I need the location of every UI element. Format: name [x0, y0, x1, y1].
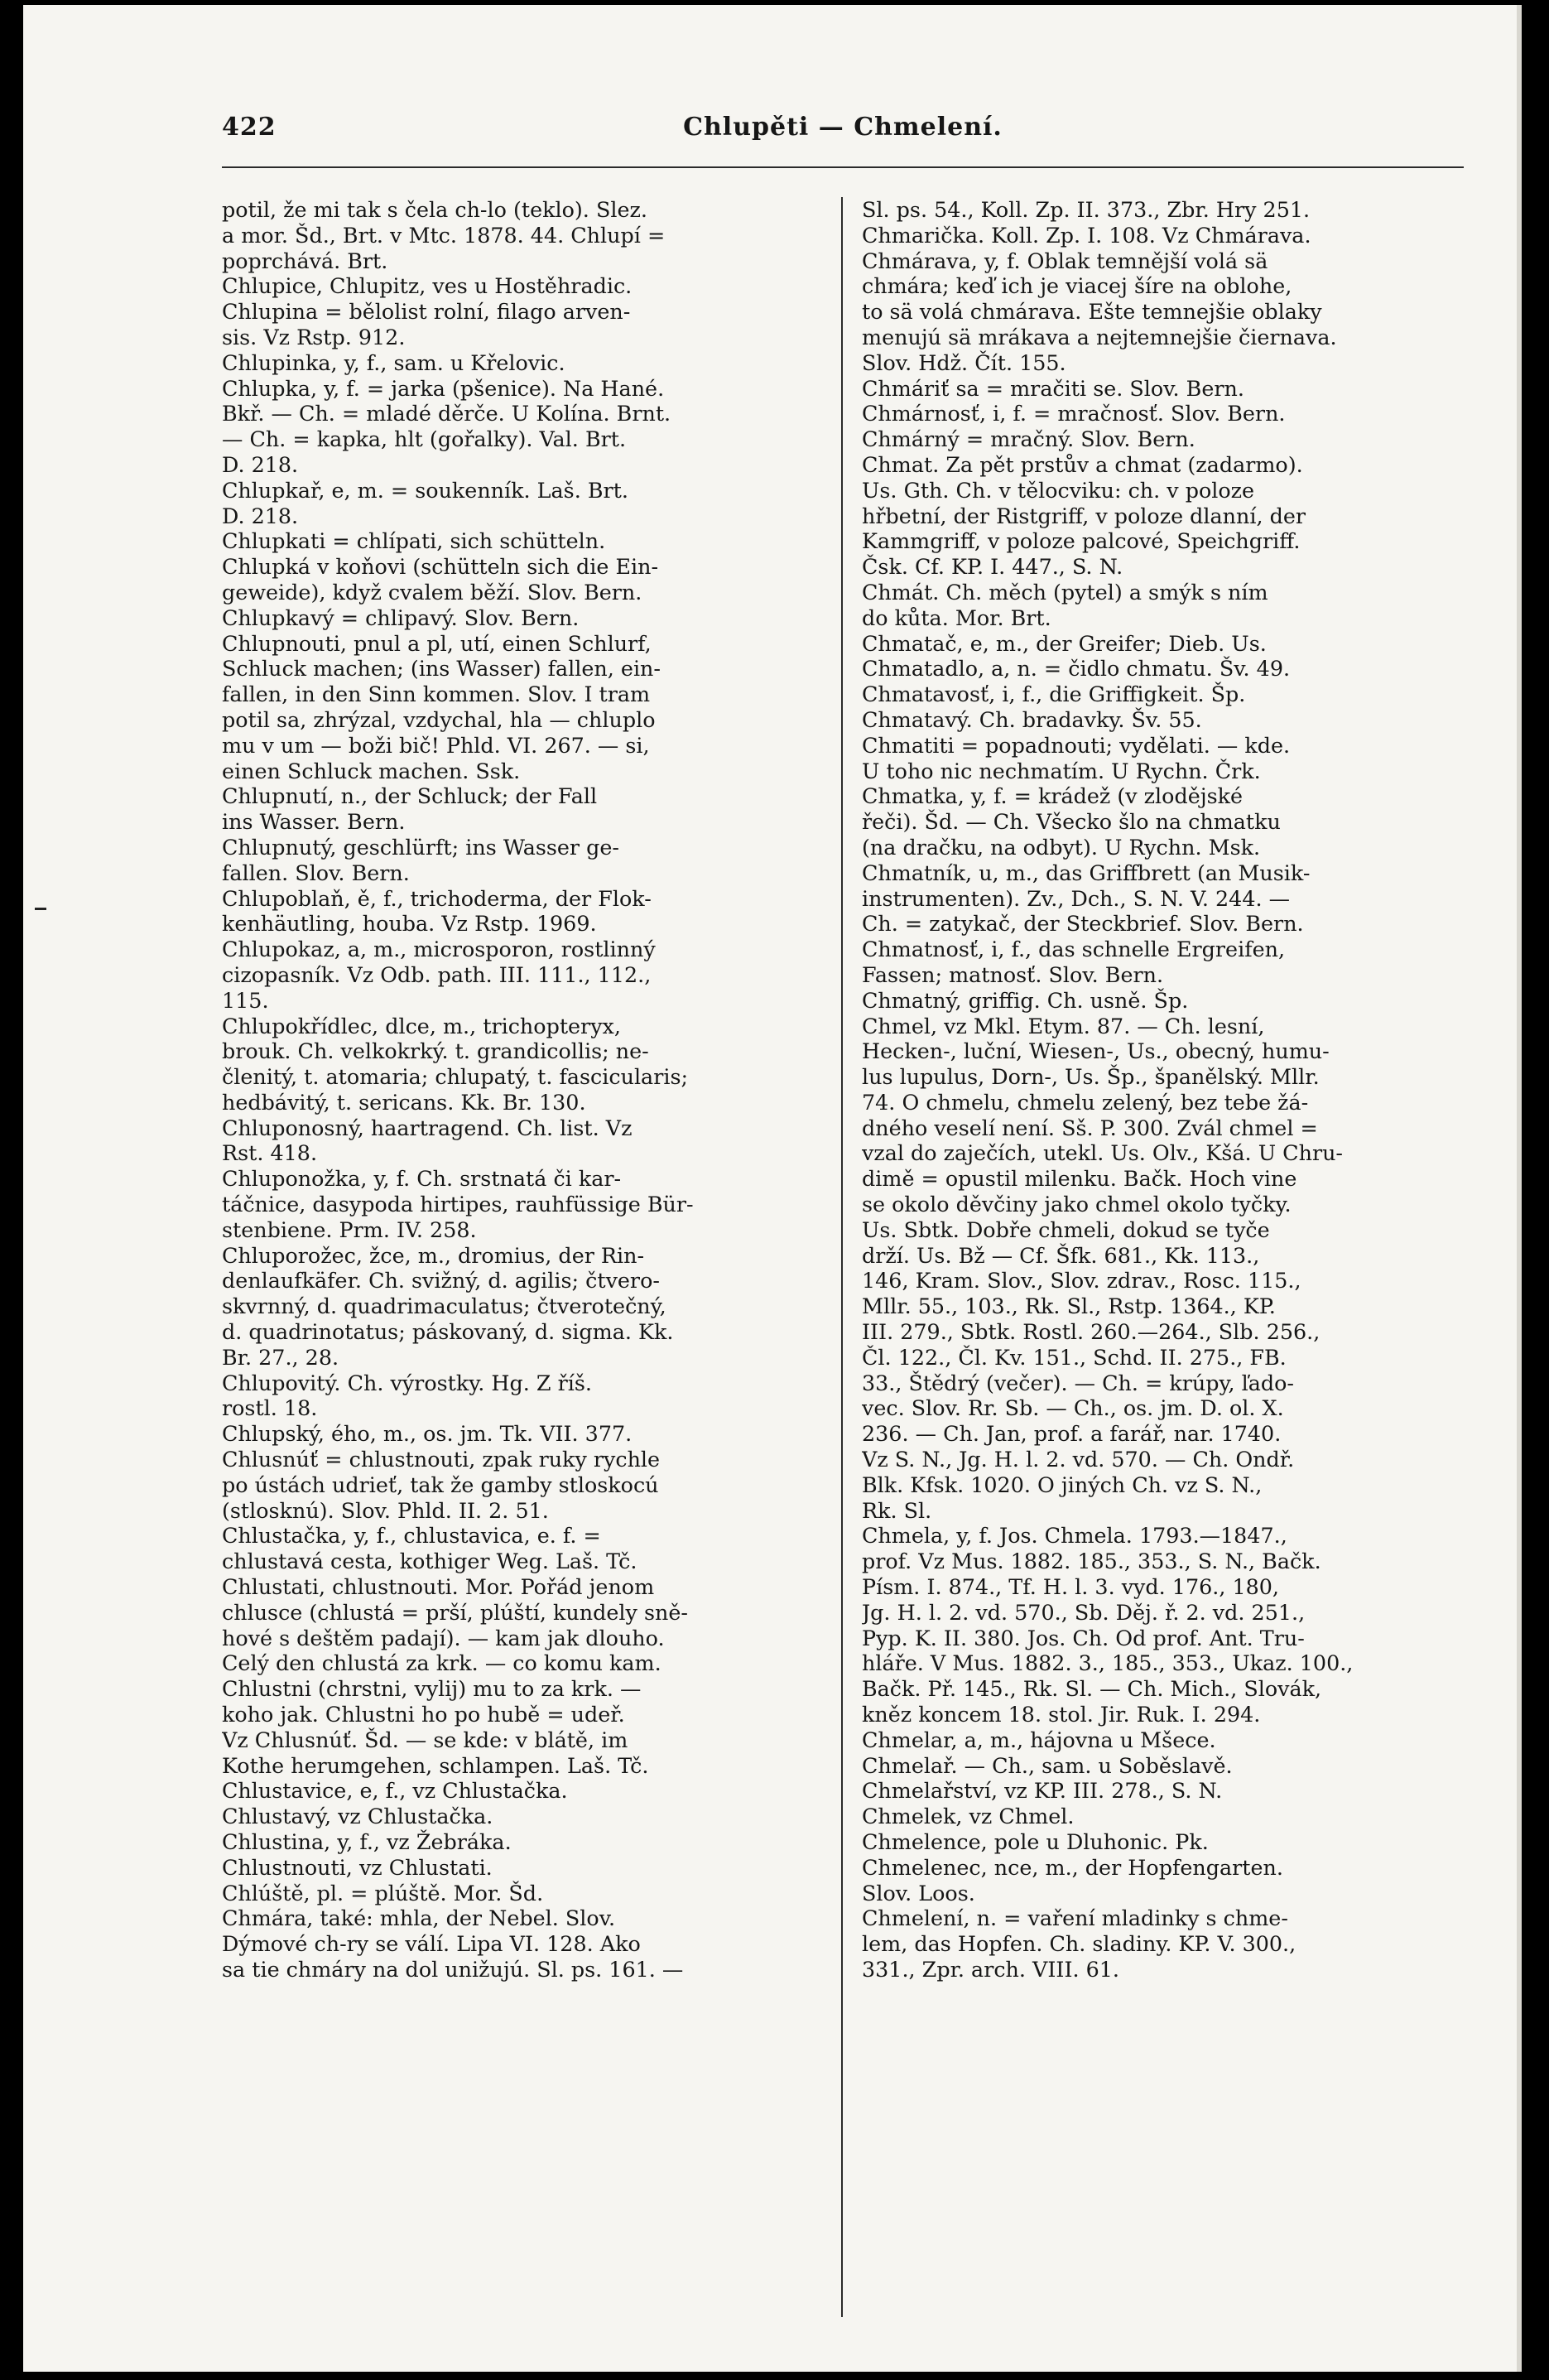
entry-line: Chmatník, u, m., das Griffbrett (an Musik-: [862, 860, 1311, 885]
entry-line: Chlupice, Chlupitz, ves u Hostěhradic.: [222, 273, 633, 299]
page-edge: [1517, 5, 1522, 2372]
entry-line: Čsk. Cf. KP. I. 447., S. N.: [862, 554, 1123, 580]
entry-line: skvrnný, d. quadrimaculatus; čtverotečný,: [222, 1294, 666, 1319]
entry-line: — Ch. = kapka, hlt (gořalky). Val. Brt.: [222, 426, 627, 452]
entry-line: Chlupkati = chlípati, sich schütteln.: [222, 528, 606, 554]
entry-line: Chmelar, a, m., hájovna u Mšece.: [862, 1727, 1216, 1752]
entry-line: d. quadrinotatus; páskovaný, d. sigma. Kk.: [222, 1319, 674, 1345]
entry-line: Chmárava, y, f. Oblak temnější volá sä: [862, 248, 1268, 273]
entry-line: hřbetní, der Ristgriff, v poloze dlanní, der: [862, 503, 1306, 528]
entry-line: dného veselí není. Sš. P. 300. Zvál chmel =: [862, 1115, 1318, 1140]
entry-line: Chlupká v koňovi (schütteln sich die Ein-: [222, 554, 659, 580]
entry-line: Chmatiti = popadnouti; vydělati. — kde.: [862, 732, 1291, 758]
entry-line: fallen, in den Sinn kommen. Slov. I tram: [222, 682, 651, 707]
entry-line: (stlosknú). Slov. Phld. II. 2. 51.: [222, 1497, 549, 1523]
entry-line: (na dračku, na odbyt). U Rychn. Msk.: [862, 834, 1261, 860]
entry-line: Us. Sbtk. Dobře chmeli, dokud se tyče: [862, 1216, 1270, 1242]
running-header: [222, 113, 1464, 149]
entry-line: Chmáriť sa = mračiti se. Slov. Bern.: [862, 375, 1244, 401]
right-column: [862, 197, 1456, 1983]
entry-line: Bačk. Př. 145., Rk. Sl. — Ch. Mich., Slovák,: [862, 1676, 1322, 1702]
entry-line: Chlustati, chlustnouti. Mor. Pořád jenom: [222, 1574, 655, 1600]
entry-line: Chmatač, e, m., der Greifer; Dieb. Us.: [862, 630, 1267, 656]
entry-line: chmára; keď ich je viacej šíre na oblohe,: [862, 273, 1292, 299]
entry-line: Chlustni (chrstni, vylij) mu to za krk. —: [222, 1676, 642, 1702]
entry-line: Chlupovitý. Ch. výrostky. Hg. Z říš.: [222, 1370, 592, 1395]
entry-line: hláře. V Mus. 1882. 3., 185., 353., Ukaz. 100.,: [862, 1650, 1354, 1676]
entry-line: lem, das Hopfen. Ch. sladiny. KP. V. 300.,: [862, 1931, 1296, 1957]
entry-line: Chlustavice, e, f., vz Chlustačka.: [222, 1778, 568, 1804]
entry-line: Chlupkavý = chlipavý. Slov. Bern.: [222, 605, 580, 630]
entry-line: Blk. Kfsk. 1020. O jiných Ch. vz S. N.,: [862, 1472, 1263, 1497]
entry-line: Vz S. N., Jg. H. l. 2. vd. 570. — Ch. Ondř.: [862, 1447, 1295, 1472]
entry-line: Rst. 418.: [222, 1140, 318, 1166]
entry-line: Chlupka, y, f. = jarka (pšenice). Na Hané.: [222, 375, 665, 401]
entry-line: Chlustačka, y, f., chlustavica, e. f. =: [222, 1523, 601, 1549]
entry-line: sa tie chmáry na dol unižujú. Sl. ps. 161. —: [222, 1956, 684, 1982]
entry-line: 331., Zpr. arch. VIII. 61.: [862, 1956, 1119, 1982]
entry-line: Chmelence, pole u Dluhonic. Pk.: [862, 1829, 1209, 1854]
entry-line: potil sa, zhrýzal, vzdychal, hla — chluplo: [222, 706, 656, 732]
entry-line: hedbávitý, t. sericans. Kk. Br. 130.: [222, 1089, 586, 1115]
entry-line: instrumenten). Zv., Dch., S. N. V. 244. —: [862, 885, 1291, 911]
entry-line: Chlupnutí, n., der Schluck; der Fall: [222, 783, 598, 809]
entry-line: Kothe herumgehen, schlampen. Laš. Tč.: [222, 1752, 649, 1778]
entry-line: einen Schluck machen. Ssk.: [222, 758, 521, 783]
entry-line: 115.: [222, 987, 269, 1013]
entry-line: Chlupokaz, a, m., microsporon, rostlinný: [222, 937, 656, 962]
entry-line: Fassen; matnosť. Slov. Bern.: [862, 961, 1164, 987]
entry-line: Chlustavý, vz Chlustačka.: [222, 1804, 493, 1829]
entry-line: Písm. I. 874., Tf. H. l. 3. vyd. 176., 180,: [862, 1574, 1280, 1600]
entry-line: Chlúště, pl. = plúště. Mor. Šd.: [222, 1880, 544, 1905]
entry-line: brouk. Ch. velkokrký. t. grandicollis; ne-: [222, 1038, 649, 1064]
entry-line: III. 279., Sbtk. Rostl. 260.—264., Slb. 256.,: [862, 1319, 1320, 1345]
entry-line: 74. O chmelu, chmelu zelený, bez tebe žá-: [862, 1089, 1309, 1115]
entry-line: kenhäutling, houba. Vz Rstp. 1969.: [222, 911, 597, 937]
entry-line: Mllr. 55., 103., Rk. Sl., Rstp. 1364., KP.: [862, 1294, 1276, 1319]
entry-line: Kammgriff, v poloze palcové, Speichgriff.: [862, 528, 1301, 554]
entry-line: Chmat. Za pět prstův a chmat (zadarmo).: [862, 451, 1303, 477]
entry-line: Us. Gth. Ch. v tělocviku: ch. v poloze: [862, 477, 1255, 503]
entry-line: mu v um — boži bič! Phld. VI. 267. — si,: [222, 732, 650, 758]
entry-line: denlaufkäfer. Ch. svižný, d. agilis; čtvero-: [222, 1268, 660, 1294]
entry-line: lus lupulus, Dorn-, Us. Šp., španělský. Mllr.: [862, 1064, 1320, 1090]
entry-line: Chlusnúť = chlustnouti, zpak ruky rychle: [222, 1447, 661, 1472]
entry-line: Chlupkař, e, m. = soukenník. Laš. Brt.: [222, 477, 628, 503]
entry-line: Chlustina, y, f., vz Žebráka.: [222, 1829, 512, 1854]
entry-line: Slov. Loos.: [862, 1880, 975, 1905]
entry-line: Chmelař. — Ch., sam. u Soběslavě.: [862, 1752, 1233, 1778]
entry-line: Pyp. K. II. 380. Jos. Ch. Od prof. Ant. Tru-: [862, 1625, 1305, 1650]
entry-line: to sä volá chmárava. Ešte temnejšie oblaky: [862, 299, 1322, 325]
entry-line: dimě = opustil milenku. Bačk. Hoch vine: [862, 1166, 1297, 1192]
entry-line: Chmatadlo, a, n. = čidlo chmatu. Šv. 49.: [862, 656, 1291, 682]
entry-line: Jg. H. l. 2. vd. 570., Sb. Děj. ř. 2. vd. 251.,: [862, 1599, 1306, 1625]
entry-line: Čl. 122., Čl. Kv. 151., Schd. II. 275., FB.: [862, 1344, 1287, 1370]
entry-line: menujú sä mrákava a nejtemnejšie čiernava.: [862, 324, 1337, 349]
entry-line: táčnice, dasypoda hirtipes, rauhfüssige Bür-: [222, 1192, 694, 1217]
entry-line: sis. Vz Rstp. 912.: [222, 324, 406, 349]
entry-line: D. 218.: [222, 503, 299, 528]
entry-line: Chmela, y, f. Jos. Chmela. 1793.—1847.,: [862, 1523, 1287, 1549]
entry-line: do kůta. Mor. Brt.: [862, 605, 1051, 630]
margin-mark: [35, 908, 46, 910]
entry-line: kněz koncem 18. stol. Jir. Ruk. I. 294.: [862, 1702, 1261, 1727]
entry-line: rostl. 18.: [222, 1395, 318, 1421]
entry-line: Chlupoblaň, ě, f., trichoderma, der Flok-: [222, 885, 652, 911]
entry-line: potil, že mi tak s čela ch-lo (teklo). Slez.: [222, 197, 647, 222]
entry-line: a mor. Šd., Brt. v Mtc. 1878. 44. Chlupí =: [222, 222, 666, 248]
entry-line: U toho nic nechmatím. U Rychn. Črk.: [862, 758, 1261, 783]
entry-line: chlusce (chlustá = prší, plúští, kundely sně-: [222, 1599, 688, 1625]
entry-line: poprchává. Brt.: [222, 248, 388, 273]
entry-line: Chmelení, n. = vaření mladinky s chme-: [862, 1905, 1288, 1931]
entry-line: Chmel, vz Mkl. Etym. 87. — Ch. lesní,: [862, 1013, 1265, 1038]
entry-line: drží. Us. Bž — Cf. Šfk. 681., Kk. 113.,: [862, 1242, 1260, 1268]
entry-line: Chlupnutý, geschlürft; ins Wasser ge-: [222, 834, 620, 860]
entry-line: fallen. Slov. Bern.: [222, 860, 410, 885]
entry-line: Chmatný, griffig. Ch. usně. Šp.: [862, 987, 1189, 1013]
column-divider: [841, 197, 843, 2317]
entry-line: Chmatka, y, f. = krádež (v zlodějské: [862, 783, 1244, 809]
page-number: 422: [222, 113, 277, 142]
entry-line: ins Wasser. Bern.: [222, 809, 406, 835]
dictionary-page: [23, 5, 1522, 2372]
entry-line: koho jak. Chlustni ho po hubě = udeř.: [222, 1702, 625, 1727]
entry-line: Hecken-, luční, Wiesen-, Us., obecný, humu-: [862, 1038, 1330, 1064]
entry-line: Chmelařství, vz KP. III. 278., S. N.: [862, 1778, 1223, 1804]
entry-line: Chmát. Ch. měch (pytel) a smýk s ním: [862, 579, 1268, 605]
entry-line: cizopasník. Vz Odb. path. III. 111., 112.,: [222, 961, 652, 987]
entry-line: Chmárnosť, i, f. = mračnosť. Slov. Bern.: [862, 401, 1286, 426]
entry-line: Chmatnosť, i, f., das schnelle Ergreifen,: [862, 937, 1286, 962]
entry-line: stenbiene. Prm. IV. 258.: [222, 1216, 477, 1242]
entry-line: hové s deštěm padají). — kam jak dlouho.: [222, 1625, 665, 1650]
entry-line: 33., Štědrý (večer). — Ch. = krúpy, ľado-: [862, 1370, 1295, 1395]
entry-line: vec. Slov. Rr. Sb. — Ch., os. jm. D. ol. X.: [862, 1395, 1284, 1421]
entry-line: prof. Vz Mus. 1882. 185., 353., S. N., Bačk.: [862, 1549, 1321, 1574]
entry-line: chlustavá cesta, kothiger Weg. Laš. Tč.: [222, 1549, 637, 1574]
entry-line: Bkř. — Ch. = mladé děrče. U Kolína. Brnt.: [222, 401, 671, 426]
entry-line: Chmelenec, nce, m., der Hopfengarten.: [862, 1854, 1283, 1880]
entry-line: Chmatavý. Ch. bradavky. Šv. 55.: [862, 706, 1202, 732]
entry-line: Chluponožka, y, f. Ch. srstnatá či kar-: [222, 1166, 622, 1192]
entry-line: se okolo děvčiny jako chmel okolo tyčky.: [862, 1192, 1292, 1217]
entry-line: Schluck machen; (ins Wasser) fallen, ein-: [222, 656, 661, 682]
entry-line: Chmarička. Koll. Zp. I. 108. Vz Chmárava.: [862, 222, 1311, 248]
entry-line: 236. — Ch. Jan, prof. a farář, nar. 1740.: [862, 1421, 1282, 1447]
entry-line: členitý, t. atomaria; chlupatý, t. fascicularis;: [222, 1064, 689, 1090]
entry-line: Chmelek, vz Chmel.: [862, 1804, 1075, 1829]
entry-line: řeči). Šd. — Ch. Všecko šlo na chmatku: [862, 809, 1281, 835]
entry-line: Rk. Sl.: [862, 1497, 932, 1523]
page-title: Chlupěti — Chmelení.: [683, 113, 1003, 142]
entry-line: Chlupinka, y, f., sam. u Křelovic.: [222, 349, 565, 375]
entry-line: Chluporožec, žce, m., dromius, der Rin-: [222, 1242, 645, 1268]
entry-line: Vz Chlusnúť. Šd. — se kde: v blátě, im: [222, 1727, 628, 1752]
entry-line: D. 218.: [222, 451, 299, 477]
entry-line: 146, Kram. Slov., Slov. zdrav., Rosc. 115.,: [862, 1268, 1301, 1294]
entry-line: Chmatavosť, i, f., die Griffigkeit. Šp.: [862, 682, 1246, 707]
entry-line: Chmárný = mračný. Slov. Bern.: [862, 426, 1195, 452]
entry-line: Sl. ps. 54., Koll. Zp. II. 373., Zbr. Hry 251.: [862, 197, 1311, 222]
header-rule: [222, 166, 1464, 168]
entry-line: Chluponosný, haartragend. Ch. list. Vz: [222, 1115, 633, 1140]
entry-line: Chlupský, ého, m., os. jm. Tk. VII. 377.: [222, 1421, 633, 1447]
entry-line: Celý den chlustá za krk. — co komu kam.: [222, 1650, 661, 1676]
entry-line: Chlustnouti, vz Chlustati.: [222, 1854, 493, 1880]
entry-line: Slov. Hdž. Čít. 155.: [862, 349, 1066, 375]
entry-line: Chlupokřídlec, dlce, m., trichopteryx,: [222, 1013, 621, 1038]
entry-line: Chlupina = bělolist rolní, filago arven-: [222, 299, 631, 325]
entry-line: vzal do zaječích, utekl. Us. Olv., Kšá. U Chru-: [862, 1140, 1344, 1166]
entry-line: Chmára, také: mhla, der Nebel. Slov.: [222, 1905, 616, 1931]
entry-line: Ch. = zatykač, der Steckbrief. Slov. Bern.: [862, 911, 1304, 937]
entry-line: po ústách udrieť, tak že gamby stloskocú: [222, 1472, 659, 1497]
left-column: [222, 197, 816, 1983]
entry-line: Br. 27., 28.: [222, 1344, 339, 1370]
entry-line: geweide), když cvalem běží. Slov. Bern.: [222, 579, 642, 605]
entry-line: Dýmové ch-ry se válí. Lipa VI. 128. Ako: [222, 1931, 641, 1957]
entry-line: Chlupnouti, pnul a pl, utí, einen Schlurf,: [222, 630, 652, 656]
